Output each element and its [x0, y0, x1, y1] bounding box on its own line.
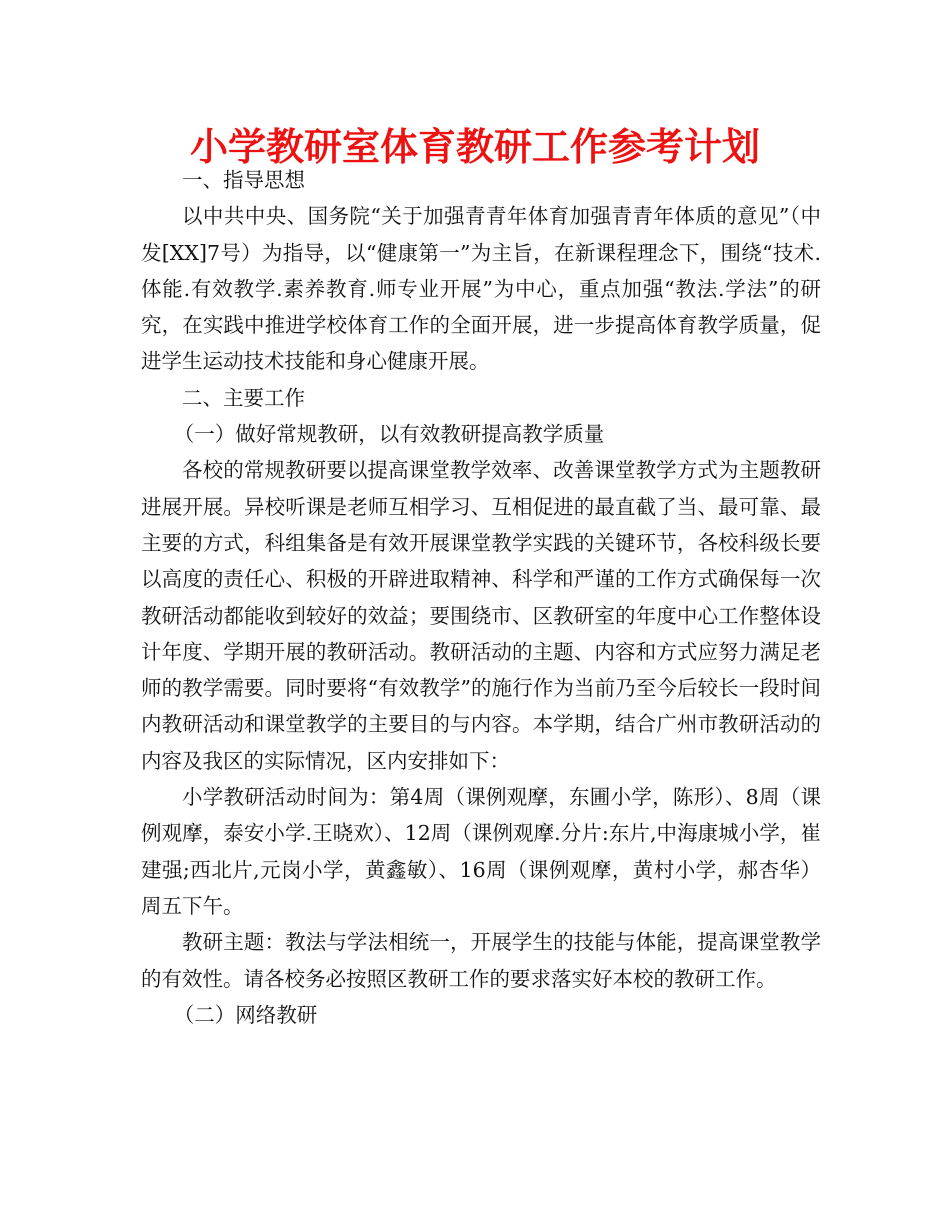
section-heading-main-work: 二、主要工作 [182, 385, 305, 410]
paragraph-activity-schedule: 小学教研活动时间为：第4周（课例观摩，东圃小学，陈形）、8周（课例观摩，泰安小学.王晓欢）、12周（课例观摩.分片:东片,中海康城小学，崔建强;西北片,元岗小学，黄鑫敏）、16周（课例观摩，黄村小学，郝杏华）周五下午。 [141, 785, 821, 918]
document-title: 小学教研室体育教研工作参考计划 [189, 125, 760, 169]
subsection-heading-online-research: （二）网络教研 [173, 1002, 318, 1027]
subsection-heading-routine-research: （一）做好常规教研，以有效教研提高教学质量 [173, 422, 605, 447]
paragraph-guiding-ideology: 以中共中央、国务院“关于加强青青年体育加强青青年体质的意见”（中发[XX]7号）为指导，以“健康第一”为主旨，在新课程理念下，围绕“技术.体能.有效教学.素养教育.师专业开展”为中心，重点加强“教法.学法”的研究，在实践中推进学校体育工作的全面开展，进一步提高体育教学质量，促进学生运动技术技能和身心健康开展。 [141, 204, 821, 374]
paragraph-routine-research: 各校的常规教研要以提高课堂教学效率、改善课堂教学方式为主题教研进展开展。异校听课是老师互相学习、互相促进的最直截了当、最可靠、最主要的方式，科组集备是有效开展课堂教学实践的关键环节，各校科级长要以高度的责任心、积极的开辟进取精神、科学和严谨的工作方式确保每一次教研活动都能收到较好的效益；要围绕市、区教研室的年度中心工作整体设计年度、学期开展的教研活动。教研活动的主题、内容和方式应努力满足老师的教学需要。同时要将“有效教学”的施行作为当前乃至今后较长一段时间内教研活动和课堂教学的主要目的与内容。本学期，结合广州市教研活动的内容及我区的实际情况，区内安排如下： [141, 458, 821, 773]
document-body [141, 162, 821, 1033]
section-heading-guiding-ideology: 一、指导思想 [182, 168, 305, 192]
paragraph-research-theme: 教研主题：教法与学法相统一，开展学生的技能与体能，提高课堂教学的有效性。请各校务必按照区教研工作的要求落实好本校的教研工作。 [141, 930, 821, 991]
